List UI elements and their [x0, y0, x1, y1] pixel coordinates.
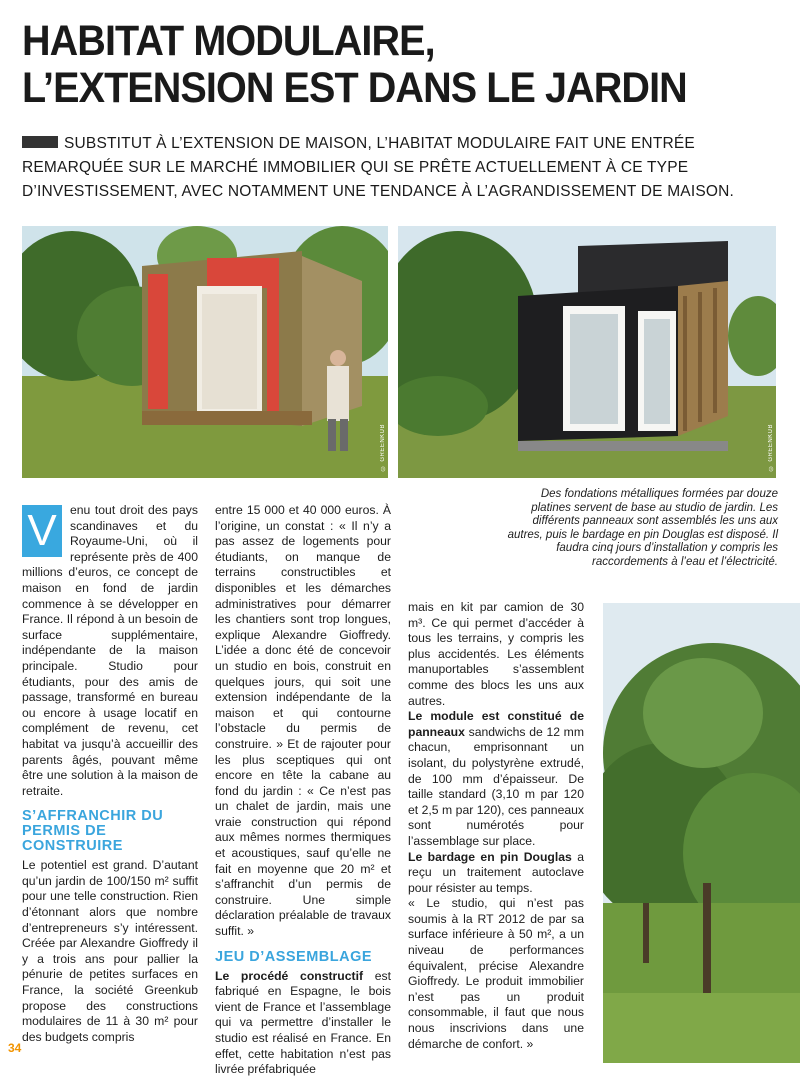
page-number: 34	[8, 1041, 22, 1055]
column-3-p3	[408, 850, 584, 897]
drop-cap: V	[22, 505, 62, 557]
column-2-body: entre 15 000 et 40 000 euros. À l’origine, un constat : « Il n’y a pas assez de logements pour étudiants, on manque de terrains constructibles et disponibles et les démarches administratives pour démarrer les chantiers sont trop longues, explique Alexandre Gioffredy. L’idée a donc été de concevoir un studio en bois, construit en quelques jours, qui soit une extension indépendante de la maison et qui contourne l’obstacle du permis de construire. » Et de rajouter pour les plus sceptiques qui ont encore en tête la cabane au fond du jardin : « Ce n’est pas un chalet de jardin, mais une vraie construction qui répond aux mêmes normes thermiques et acoustiques, sauf qu’elle ne fait en moyenne que 20 m² et s’affranchit d’un permis de construire. Une simple déclaration préalable de travaux suffit. »	[215, 503, 391, 939]
column-2-assemblage-text: est fabriqué en Espagne, le bois vient de France et l’assemblage qui va permettre d’installer le studio est réalisé en France. En effet, cette habitation n’est pas livrée préfabriquée	[215, 968, 391, 1077]
subheading-permis: S’AFFRANCHIR DU PERMIS DE CONSTRUIRE	[22, 808, 164, 855]
photo-finished-studio-image	[398, 226, 776, 478]
intro-text: enu tout droit des pays scandinaves et du Royaume-Uni, où il représente près de 400 millions d’euros, ce concept de maison en fond de jardin commence à se développer en France. Il répond à un besoin de surface supplémentaire, indépendante de la maison principale. Studio pour étudiants, pour des amis de passage, transformé en bureau ou encore à usage locatif en complément de revenu, cet habitat va jusqu’à accueillir des parents âgés, pouvant même être une solution à la maison de retraite.	[22, 503, 198, 798]
article-column-2	[215, 503, 391, 1078]
article-column-3	[408, 600, 584, 1052]
photo-construction	[22, 226, 388, 478]
bold-lead-bardage: Le bardage en pin Douglas	[408, 849, 572, 864]
title-line-1: HABITAT MODULAIRE,	[22, 17, 435, 65]
photo-garden	[603, 603, 800, 1063]
column-3-p1: mais en kit par camion de 30 m³. Ce qui permet d’accéder à tous les terrains, y compris les plus accidentés. Les éléments manuportables s’assemblent comme des blocs les uns aux autres.	[408, 600, 584, 708]
column-1-body: Le potentiel est grand. D’autant qu’un jardin de 100/150 m² suffit pour une telle construction. Rien d’étonnant alors que nombre d’entrepreneurs s’y intéressent. Créée par Alexandre Gioffredy il y a trois ans pour pallier la pénurie de petites surfaces en France, la société Greenkub propose des constructions modulaires de 11 à 30 m² pour des budgets compris	[22, 858, 198, 1044]
title-line-2: L’EXTENSION EST DANS LE JARDIN	[22, 64, 687, 112]
photo-construction-image	[22, 226, 388, 478]
bold-lead-procede: Le procédé constructif	[215, 968, 364, 983]
column-2-assemblage	[215, 969, 391, 1078]
article-title	[22, 18, 721, 112]
article-column-1	[22, 503, 198, 1045]
subheading-assemblage: JEU D’ASSEMBLAGE	[215, 948, 373, 965]
column-3-p4: « Le studio, qui n’est pas soumis à la RT 2012 de par sa surface inférieure à 50 m², a un niveau de performances équivalent, précise Alexandre Gioffredy. Le produit immobilier n’est pas un produit consommable, il faut que nous nous inscrivions dans une démarche de confort. »	[408, 896, 584, 1051]
lead-text: SUBSTITUT À L’EXTENSION DE MAISON, L’HABITAT MODULAIRE FAIT UNE ENTRÉE REMARQUÉE SUR LE MARCHÉ IMMOBILIER QUI SE PRÊTE ACTUELLEMENT À CE TYPE D’INVESTISSEMENT, AVEC NOTAMMENT UNE TENDANCE À L’AGRANDISSEMENT DE MAISON.	[22, 135, 735, 200]
bold-lead-module: Le module est constitué de panneaux	[408, 709, 584, 739]
lead-bar-marker	[22, 136, 58, 148]
column-3-p3-text: a reçu un traitement autoclave pour résister au temps.	[408, 849, 584, 895]
column-3-p2	[408, 709, 584, 849]
intro-paragraph	[22, 503, 198, 799]
lead-paragraph	[22, 132, 762, 204]
photo-credit: © GREENKUB	[380, 423, 386, 470]
photo-garden-image	[603, 603, 800, 1063]
photo-caption: Des fondations métalliques formées par douze platines servent de base au studio de jardin. Les différents panneaux sont assemblés les uns aux autres, puis le bardage en pin Douglas est disposé. Il faudra cinq jours d’installation y compris les raccordements à l’eau et l’électricité.	[507, 488, 778, 568]
column-3-p2-text: sandwichs de 12 mm chacun, emprisonnant un isolant, du polystyrène extrudé, de 100 mm d’épaisseur. De taille standard (3,10 m par 120 et 2,5 m par 120), ces panneaux sont numérotés pour l’assemblage sur place.	[408, 724, 584, 848]
photo-credit-2: © GREENKUB	[768, 423, 774, 470]
photo-finished-studio	[398, 226, 776, 478]
